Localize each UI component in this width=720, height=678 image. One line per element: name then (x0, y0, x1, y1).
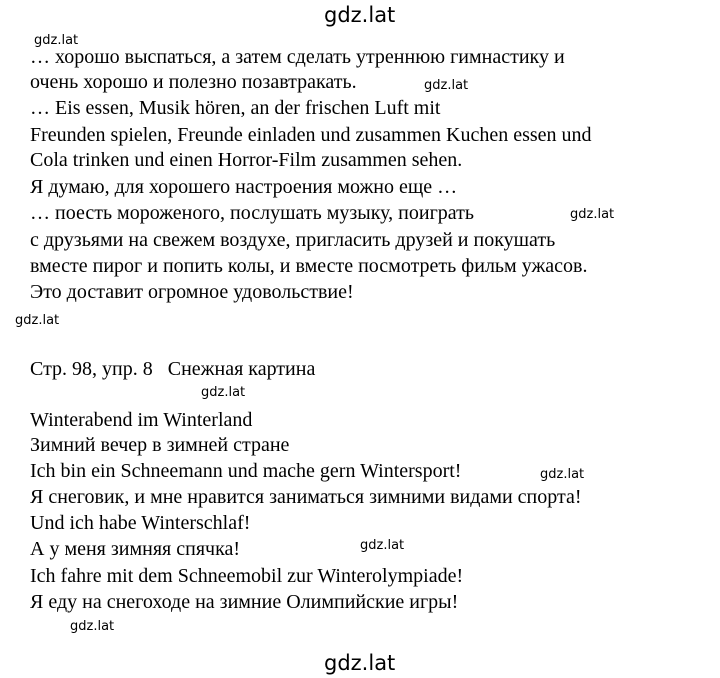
text-line: Winterabend im Winterland (30, 409, 253, 431)
text-line: Я еду на снегоходе на зимние Олимпийские игры! (30, 591, 459, 613)
text-line: Это доставит огромное удовольствие! (30, 281, 354, 303)
watermark: gdz.lat (540, 467, 585, 482)
watermark: gdz.lat (201, 385, 246, 400)
text-line: … поесть мороженого, послушать музыку, поиграть (30, 202, 474, 224)
text-line: Cola trinken und einen Horror-Film zusammen sehen. (30, 149, 463, 171)
text-line: Ich fahre mit dem Schneemobil zur Winterolympiade! (30, 565, 464, 587)
text-line: А у меня зимняя спячка! (30, 538, 241, 560)
text-line: … Eis essen, Musik hören, an der frischen Luft mit (30, 97, 441, 119)
text-line: Und ich habe Winterschlaf! (30, 512, 251, 534)
text-line: Ich bin ein Schneemann und mache gern Wintersport! (30, 460, 462, 482)
watermark: gdz.lat (70, 619, 115, 634)
watermark-top: gdz.lat (324, 3, 396, 27)
watermark: gdz.lat (15, 313, 60, 328)
text-line: … хорошо выспаться, а затем сделать утреннюю гимнастику и (30, 46, 565, 68)
text-line: Я снеговик, и мне нравится заниматься зимними видами спорта! (30, 486, 582, 508)
text-line: с друзьями на свежем воздухе, пригласить друзей и покушать (30, 229, 556, 251)
text-line: Freunden spielen, Freunde einladen und zusammen Kuchen essen und (30, 124, 592, 146)
text-line: очень хорошо и полезно позавтракать. (30, 71, 357, 93)
watermark-bottom: gdz.lat (324, 651, 396, 675)
watermark: gdz.lat (424, 78, 469, 93)
watermark: gdz.lat (570, 207, 615, 222)
watermark: gdz.lat (34, 33, 79, 48)
watermark: gdz.lat (360, 538, 405, 553)
exercise-heading: Стр. 98, упр. 8 Снежная картина (30, 358, 316, 380)
text-line: Я думаю, для хорошего настроения можно еще … (30, 176, 458, 198)
text-line: Зимний вечер в зимней стране (30, 434, 290, 456)
text-line: вместе пирог и попить колы, и вместе посмотреть фильм ужасов. (30, 255, 588, 277)
